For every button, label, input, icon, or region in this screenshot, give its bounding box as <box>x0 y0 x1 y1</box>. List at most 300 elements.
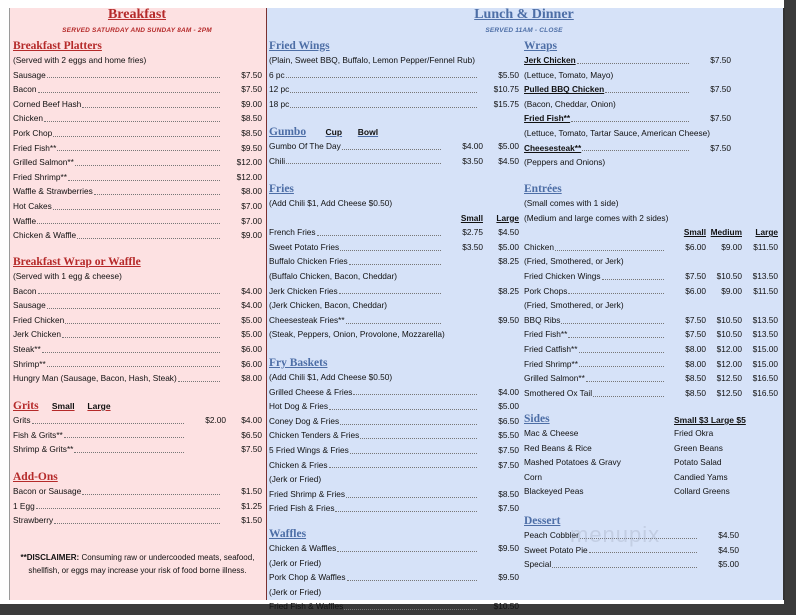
section-heading-text: Wraps <box>524 40 558 52</box>
menu-item <box>524 342 778 357</box>
menu-item <box>269 385 519 400</box>
section-heading <box>269 183 519 196</box>
dotted-leader <box>571 121 689 122</box>
item-price: $11.50 <box>753 241 778 252</box>
item-price: $15.75 <box>493 98 519 109</box>
item-price: $7.50 <box>710 142 731 153</box>
item-name: Jerk Chicken Fries <box>269 285 338 296</box>
menu-item <box>13 327 262 342</box>
section-heading <box>524 413 778 426</box>
item-price: $7.50 <box>710 84 731 95</box>
item-price: $4.00 <box>241 415 262 425</box>
item-price: $8.00 <box>685 343 706 354</box>
item-price: $10.50 <box>716 329 742 340</box>
side-name: Mac & Cheese <box>524 428 579 438</box>
dotted-leader <box>82 494 220 495</box>
dotted-leader <box>64 437 184 438</box>
dotted-leader <box>568 337 664 338</box>
column-header-row <box>524 225 778 240</box>
item-name: Jerk Chicken <box>13 329 61 340</box>
section-heading-text: Add-Ons <box>13 471 58 483</box>
item-price: $7.50 <box>498 459 519 470</box>
item-name: BBQ Ribs <box>524 314 561 325</box>
note-text: (Buffalo Chicken, Bacon, Cheddar) <box>269 270 398 281</box>
item-price: $6.00 <box>685 285 706 296</box>
item-price: $13.50 <box>752 270 778 281</box>
section-addons <box>13 471 262 528</box>
item-price: $4.00 <box>241 300 262 311</box>
dotted-leader <box>38 92 220 93</box>
item-price: $8.50 <box>241 127 262 138</box>
item-name: Grilled Salmon** <box>13 157 74 168</box>
menu-item <box>269 240 519 255</box>
item-name: Smothered Ox Tail <box>524 387 593 398</box>
item-note <box>269 472 519 487</box>
section-heading <box>13 471 262 484</box>
dotted-leader <box>346 497 477 498</box>
column-header: Large <box>87 401 111 411</box>
section-fries <box>269 183 519 342</box>
item-price: $6.00 <box>241 358 262 369</box>
section-heading <box>524 183 778 196</box>
menu-item <box>13 413 262 428</box>
breakfast-hours: SERVED SATURDAY AND SUNDAY 8AM - 2PM <box>62 27 212 34</box>
window-right-bar <box>784 0 796 615</box>
item-price: $9.00 <box>241 98 262 109</box>
item-price: $1.50 <box>241 486 262 496</box>
item-name: Special <box>524 559 552 570</box>
note-text: (Served with 2 eggs and home fries) <box>13 55 147 65</box>
menu-item <box>13 298 262 313</box>
column-header: Cup <box>325 127 343 137</box>
menu-item <box>13 199 262 214</box>
item-name: Grilled Salmon** <box>524 373 585 384</box>
item-note <box>269 53 519 68</box>
item-name: Gumbo Of The Day <box>269 141 341 151</box>
item-price: $10.50 <box>716 314 742 325</box>
item-price: $5.00 <box>241 314 262 325</box>
item-price: $1.50 <box>241 515 262 526</box>
note-text: (Jerk or Fried) <box>269 474 322 485</box>
item-price: $5.50 <box>498 69 519 80</box>
item-price: $2.00 <box>205 415 226 425</box>
dotted-leader <box>53 136 220 137</box>
dotted-leader <box>77 238 220 239</box>
section-heading <box>269 528 519 541</box>
item-price: $16.50 <box>752 387 778 398</box>
item-name: Steak** <box>13 343 41 354</box>
note-text: (Jerk or Fried) <box>269 557 322 568</box>
item-name: Corned Beef Hash <box>13 98 82 109</box>
section-heading-text: Fry Baskets <box>269 357 328 369</box>
dotted-leader <box>589 552 697 553</box>
item-name: Waffle & Strawberries <box>13 186 93 197</box>
item-name: Chicken & Waffles <box>269 543 337 553</box>
item-price: $5.00 <box>241 329 262 340</box>
disclaimer-label: **DISCLAIMER: <box>20 553 80 562</box>
dotted-leader <box>350 453 477 454</box>
column-header: Large <box>755 227 778 238</box>
item-price: $7.50 <box>685 329 706 340</box>
dotted-leader <box>42 352 220 353</box>
item-name: Chili <box>269 155 286 166</box>
dotted-leader <box>552 567 697 568</box>
menu-item <box>524 557 739 572</box>
side-name: Mashed Potatoes & Gravy <box>524 457 621 468</box>
section-wraps <box>524 40 731 170</box>
menu-item <box>269 68 519 83</box>
dotted-leader <box>82 107 220 108</box>
item-price: $6.50 <box>498 415 519 426</box>
dotted-leader <box>36 508 220 509</box>
item-name: Fried Fish** <box>524 113 571 124</box>
item-note <box>269 196 519 211</box>
item-price: $7.50 <box>710 55 731 65</box>
dotted-leader <box>568 293 664 294</box>
note-text: (Add Chili $1, Add Cheese $0.50) <box>269 198 393 208</box>
item-price: $2.75 <box>462 227 483 238</box>
item-price: $3.50 <box>462 155 483 166</box>
dotted-leader <box>44 121 220 122</box>
item-price: $8.50 <box>241 113 262 124</box>
menu-item <box>524 313 778 328</box>
item-price: $7.50 <box>685 270 706 281</box>
menu-item <box>524 357 778 372</box>
section-heading <box>13 400 262 413</box>
menu-item <box>13 126 262 141</box>
menu-item <box>13 82 262 97</box>
menu-item <box>13 111 262 126</box>
item-name: Pork Chops <box>524 285 568 296</box>
section-heading <box>13 40 262 53</box>
item-note <box>524 68 731 83</box>
note-text: (Jerk or Fried) <box>269 586 322 597</box>
dotted-leader <box>329 467 477 468</box>
item-price: $4.00 <box>498 386 519 397</box>
item-price: $9.50 <box>498 543 519 553</box>
side-name: Potato Salad <box>674 457 722 468</box>
dotted-leader <box>286 163 441 164</box>
side-item <box>524 470 621 485</box>
item-name: Bacon <box>13 84 37 95</box>
sides-column-right <box>674 426 730 499</box>
item-name: Waffle <box>13 215 37 226</box>
side-name: Blackeyed Peas <box>524 486 584 497</box>
item-name: Fried Shrimp** <box>13 171 67 182</box>
lunch-dinner-hours: SERVED 11AM - CLOSE <box>485 27 563 34</box>
dotted-leader <box>605 92 689 93</box>
dotted-leader <box>360 438 477 439</box>
item-price: $13.50 <box>752 329 778 340</box>
menu-item <box>269 501 519 516</box>
item-note <box>524 254 778 269</box>
item-name: Fried Fish & Waffles <box>269 601 344 612</box>
section-heading-text: Sides <box>524 413 550 425</box>
sides-column-left <box>524 426 621 499</box>
item-price: $4.50 <box>498 227 519 238</box>
menu-item <box>13 357 262 372</box>
side-name: Fried Okra <box>674 428 714 438</box>
dotted-leader <box>65 323 220 324</box>
disclaimer-text: Consuming raw or undercooded meats, seafood, shellfish, or eggs may increase your risk of food borne illness. <box>28 553 255 575</box>
note-text: (Bacon, Cheddar, Onion) <box>524 98 616 109</box>
item-name: Chicken <box>524 241 554 252</box>
item-price: $12.50 <box>716 373 742 384</box>
side-name: Candied Yams <box>674 471 728 482</box>
dotted-leader <box>286 77 477 78</box>
item-price: $5.00 <box>498 241 519 252</box>
item-name: Shrimp** <box>13 358 46 369</box>
menu-item <box>524 371 778 386</box>
item-note <box>524 298 778 313</box>
dotted-leader <box>47 77 220 78</box>
item-name: Cheesesteak** <box>524 142 582 153</box>
column-header: Medium <box>710 227 742 238</box>
dotted-leader <box>561 323 664 324</box>
side-item <box>674 426 730 441</box>
item-name: 6 pc <box>269 69 285 80</box>
side-item <box>524 441 621 456</box>
section-heading-text: Breakfast Platters <box>13 40 102 52</box>
item-name: Buffalo Chicken Fries <box>269 256 348 267</box>
item-price: $8.50 <box>498 488 519 499</box>
item-name: Chicken & Waffle <box>13 230 77 241</box>
item-note <box>524 97 731 112</box>
item-name: Hot Cakes <box>13 200 52 211</box>
column-header: Small <box>51 401 75 411</box>
menu-item <box>524 284 778 299</box>
column-header-row <box>269 211 519 226</box>
menu-item <box>524 111 731 126</box>
item-name: Strawberry <box>13 515 54 526</box>
item-name: Chicken Tenders & Fries <box>269 430 360 441</box>
item-name: 1 Egg <box>13 500 35 511</box>
dotted-leader <box>586 381 664 382</box>
item-price: $6.00 <box>685 241 706 252</box>
note-text: (Small comes with 1 side) <box>524 198 619 208</box>
item-price: $7.50 <box>498 503 519 514</box>
section-platters <box>13 40 262 243</box>
item-price: $8.50 <box>685 387 706 398</box>
sides-price-note: Small $3 Large $5 <box>674 415 746 425</box>
item-price: $11.50 <box>753 285 778 296</box>
item-name: Pork Chop <box>13 127 53 138</box>
item-name: French Fries <box>269 227 316 238</box>
item-price: $7.00 <box>241 200 262 211</box>
item-note <box>13 53 262 68</box>
item-price: $8.00 <box>241 373 262 384</box>
dotted-leader <box>582 150 689 151</box>
note-text: (Add Chili $1, Add Cheese $0.50) <box>269 372 393 382</box>
item-name: Sweet Potato Pie <box>524 544 588 555</box>
dotted-leader <box>340 250 441 251</box>
menu-item <box>13 184 262 199</box>
note-text: (Steak, Peppers, Onion, Provolone, Mozzarella) <box>269 329 445 340</box>
lunch-dinner-title: Lunch & Dinner <box>474 7 574 22</box>
section-heading <box>524 40 731 53</box>
item-name: Chicken & Fries <box>269 459 328 470</box>
menu-item <box>269 599 519 614</box>
section-wings <box>269 40 519 111</box>
section-heading-text: Gumbo <box>269 126 307 138</box>
column-header: Small <box>683 227 706 238</box>
item-price: $15.00 <box>752 343 778 354</box>
note-text: (Served with 1 egg & cheese) <box>13 271 122 281</box>
section-heading-text: Grits <box>13 400 39 412</box>
item-price: $12.00 <box>716 358 742 369</box>
item-name: Sausage <box>13 300 46 311</box>
dotted-leader <box>579 352 665 353</box>
section-heading <box>13 256 262 269</box>
item-note <box>524 126 731 141</box>
item-name: Fried Fish & Fries <box>269 503 335 514</box>
item-price: $10.50 <box>716 270 742 281</box>
menu-item <box>269 254 519 269</box>
section-wrap <box>13 256 262 386</box>
menu-item <box>269 443 519 458</box>
dotted-leader <box>346 323 441 324</box>
item-name: Fried Shrimp** <box>524 358 578 369</box>
note-text: (Lettuce, Tomato, Tartar Sauce, American Cheese) <box>524 127 711 138</box>
section-baskets <box>269 357 519 516</box>
menu-item <box>269 82 519 97</box>
menu-item <box>13 170 262 185</box>
item-note <box>13 269 262 284</box>
item-name: Fried Shrimp & Fries <box>269 488 346 499</box>
menu-item <box>524 141 731 156</box>
item-name: Peach Cobbler <box>524 530 579 540</box>
item-price: $12.00 <box>716 343 742 354</box>
item-price: $8.00 <box>241 186 262 197</box>
dotted-leader <box>47 308 220 309</box>
menu-item <box>13 499 262 514</box>
menu-item <box>13 442 262 457</box>
item-price: $3.50 <box>462 241 483 252</box>
menu-item <box>524 240 778 255</box>
item-price: $5.50 <box>498 430 519 441</box>
menu-item <box>269 414 519 429</box>
item-note <box>524 196 778 211</box>
item-note <box>269 556 519 571</box>
dotted-leader <box>329 409 477 410</box>
item-price: $4.00 <box>462 141 483 151</box>
menu-item <box>13 155 262 170</box>
side-item <box>524 484 621 499</box>
section-heading <box>269 357 519 370</box>
menu-item <box>269 541 519 556</box>
note-text: (Lettuce, Tomato, Mayo) <box>524 69 614 80</box>
section-heading-text: Waffles <box>269 528 307 540</box>
item-name: 5 Fried Wings & Fries <box>269 444 349 455</box>
item-price: $7.50 <box>241 69 262 80</box>
menu-item <box>13 228 262 243</box>
dotted-leader <box>579 366 664 367</box>
menu-item <box>13 484 262 499</box>
item-name: Cheesesteak Fries** <box>269 314 345 325</box>
item-price: $16.50 <box>752 373 778 384</box>
side-item <box>524 426 621 441</box>
dotted-leader <box>53 209 220 210</box>
column-header: Small <box>460 212 483 223</box>
item-name: Hot Dog & Fries <box>269 401 329 412</box>
side-item <box>674 484 730 499</box>
item-name: Hungry Man (Sausage, Bacon, Hash, Steak) <box>13 373 177 384</box>
item-price: $8.00 <box>685 358 706 369</box>
item-note <box>524 211 778 226</box>
side-item <box>524 455 621 470</box>
item-price: $9.00 <box>721 241 742 252</box>
menu-item <box>524 82 731 97</box>
side-item <box>674 455 730 470</box>
item-name: Fried Chicken <box>13 314 65 325</box>
side-name: Corn <box>524 471 542 482</box>
item-name: Bacon or Sausage <box>13 486 82 496</box>
note-text: (Plain, Sweet BBQ, Buffalo, Lemon Pepper/Fennel Rub) <box>269 55 476 65</box>
item-price: $5.00 <box>718 559 739 570</box>
item-price: $6.00 <box>241 343 262 354</box>
item-price: $7.50 <box>498 444 519 455</box>
menu-item <box>269 154 519 169</box>
item-name: Pork Chop & Waffles <box>269 572 346 583</box>
menu-item <box>13 342 262 357</box>
item-price: $4.50 <box>498 155 519 166</box>
side-name: Collard Greens <box>674 486 730 497</box>
item-price: $9.50 <box>498 314 519 325</box>
item-price: $1.25 <box>241 500 262 511</box>
dotted-leader <box>349 264 441 265</box>
item-price: $7.50 <box>241 84 262 95</box>
menu-item <box>269 139 519 154</box>
dotted-leader <box>344 609 477 610</box>
dotted-leader <box>577 63 689 64</box>
item-price: $4.00 <box>241 285 262 296</box>
menu-item <box>269 487 519 502</box>
section-heading <box>269 40 519 53</box>
disclaimer <box>13 552 262 577</box>
dotted-leader <box>290 107 477 108</box>
dotted-leader <box>347 580 477 581</box>
item-name: Jerk Chicken <box>524 55 576 65</box>
item-name: Coney Dog & Fries <box>269 415 340 426</box>
item-name: Fried Chicken Wings <box>524 270 601 281</box>
item-name: Pulled BBQ Chicken <box>524 84 605 95</box>
item-name: Shrimp & Grits** <box>13 444 74 455</box>
breakfast-title: Breakfast <box>107 7 167 22</box>
dotted-leader <box>74 452 184 453</box>
menu-item <box>13 313 262 328</box>
item-price: $7.00 <box>241 215 262 226</box>
section-gumbo <box>269 126 519 168</box>
section-heading-text: Dessert <box>524 515 561 527</box>
dotted-leader <box>342 149 441 150</box>
dotted-leader <box>178 381 220 382</box>
item-price: $5.00 <box>498 401 519 412</box>
section-entrees <box>524 183 778 400</box>
note-text: (Medium and large comes with 2 sides) <box>524 212 669 223</box>
note-text: (Jerk Chicken, Bacon, Cheddar) <box>269 300 388 311</box>
menu-item <box>524 386 778 401</box>
note-text: (Fried, Smothered, or Jerk) <box>524 256 624 267</box>
menu-item <box>269 570 519 585</box>
menu-item <box>13 284 262 299</box>
column-header: Large <box>496 212 519 223</box>
menu-item <box>269 284 519 299</box>
item-note <box>269 298 519 313</box>
section-waffles <box>269 528 519 614</box>
item-note <box>269 269 519 284</box>
item-name: Fish & Grits** <box>13 429 63 440</box>
item-name: Sweet Potato Fries <box>269 241 340 252</box>
